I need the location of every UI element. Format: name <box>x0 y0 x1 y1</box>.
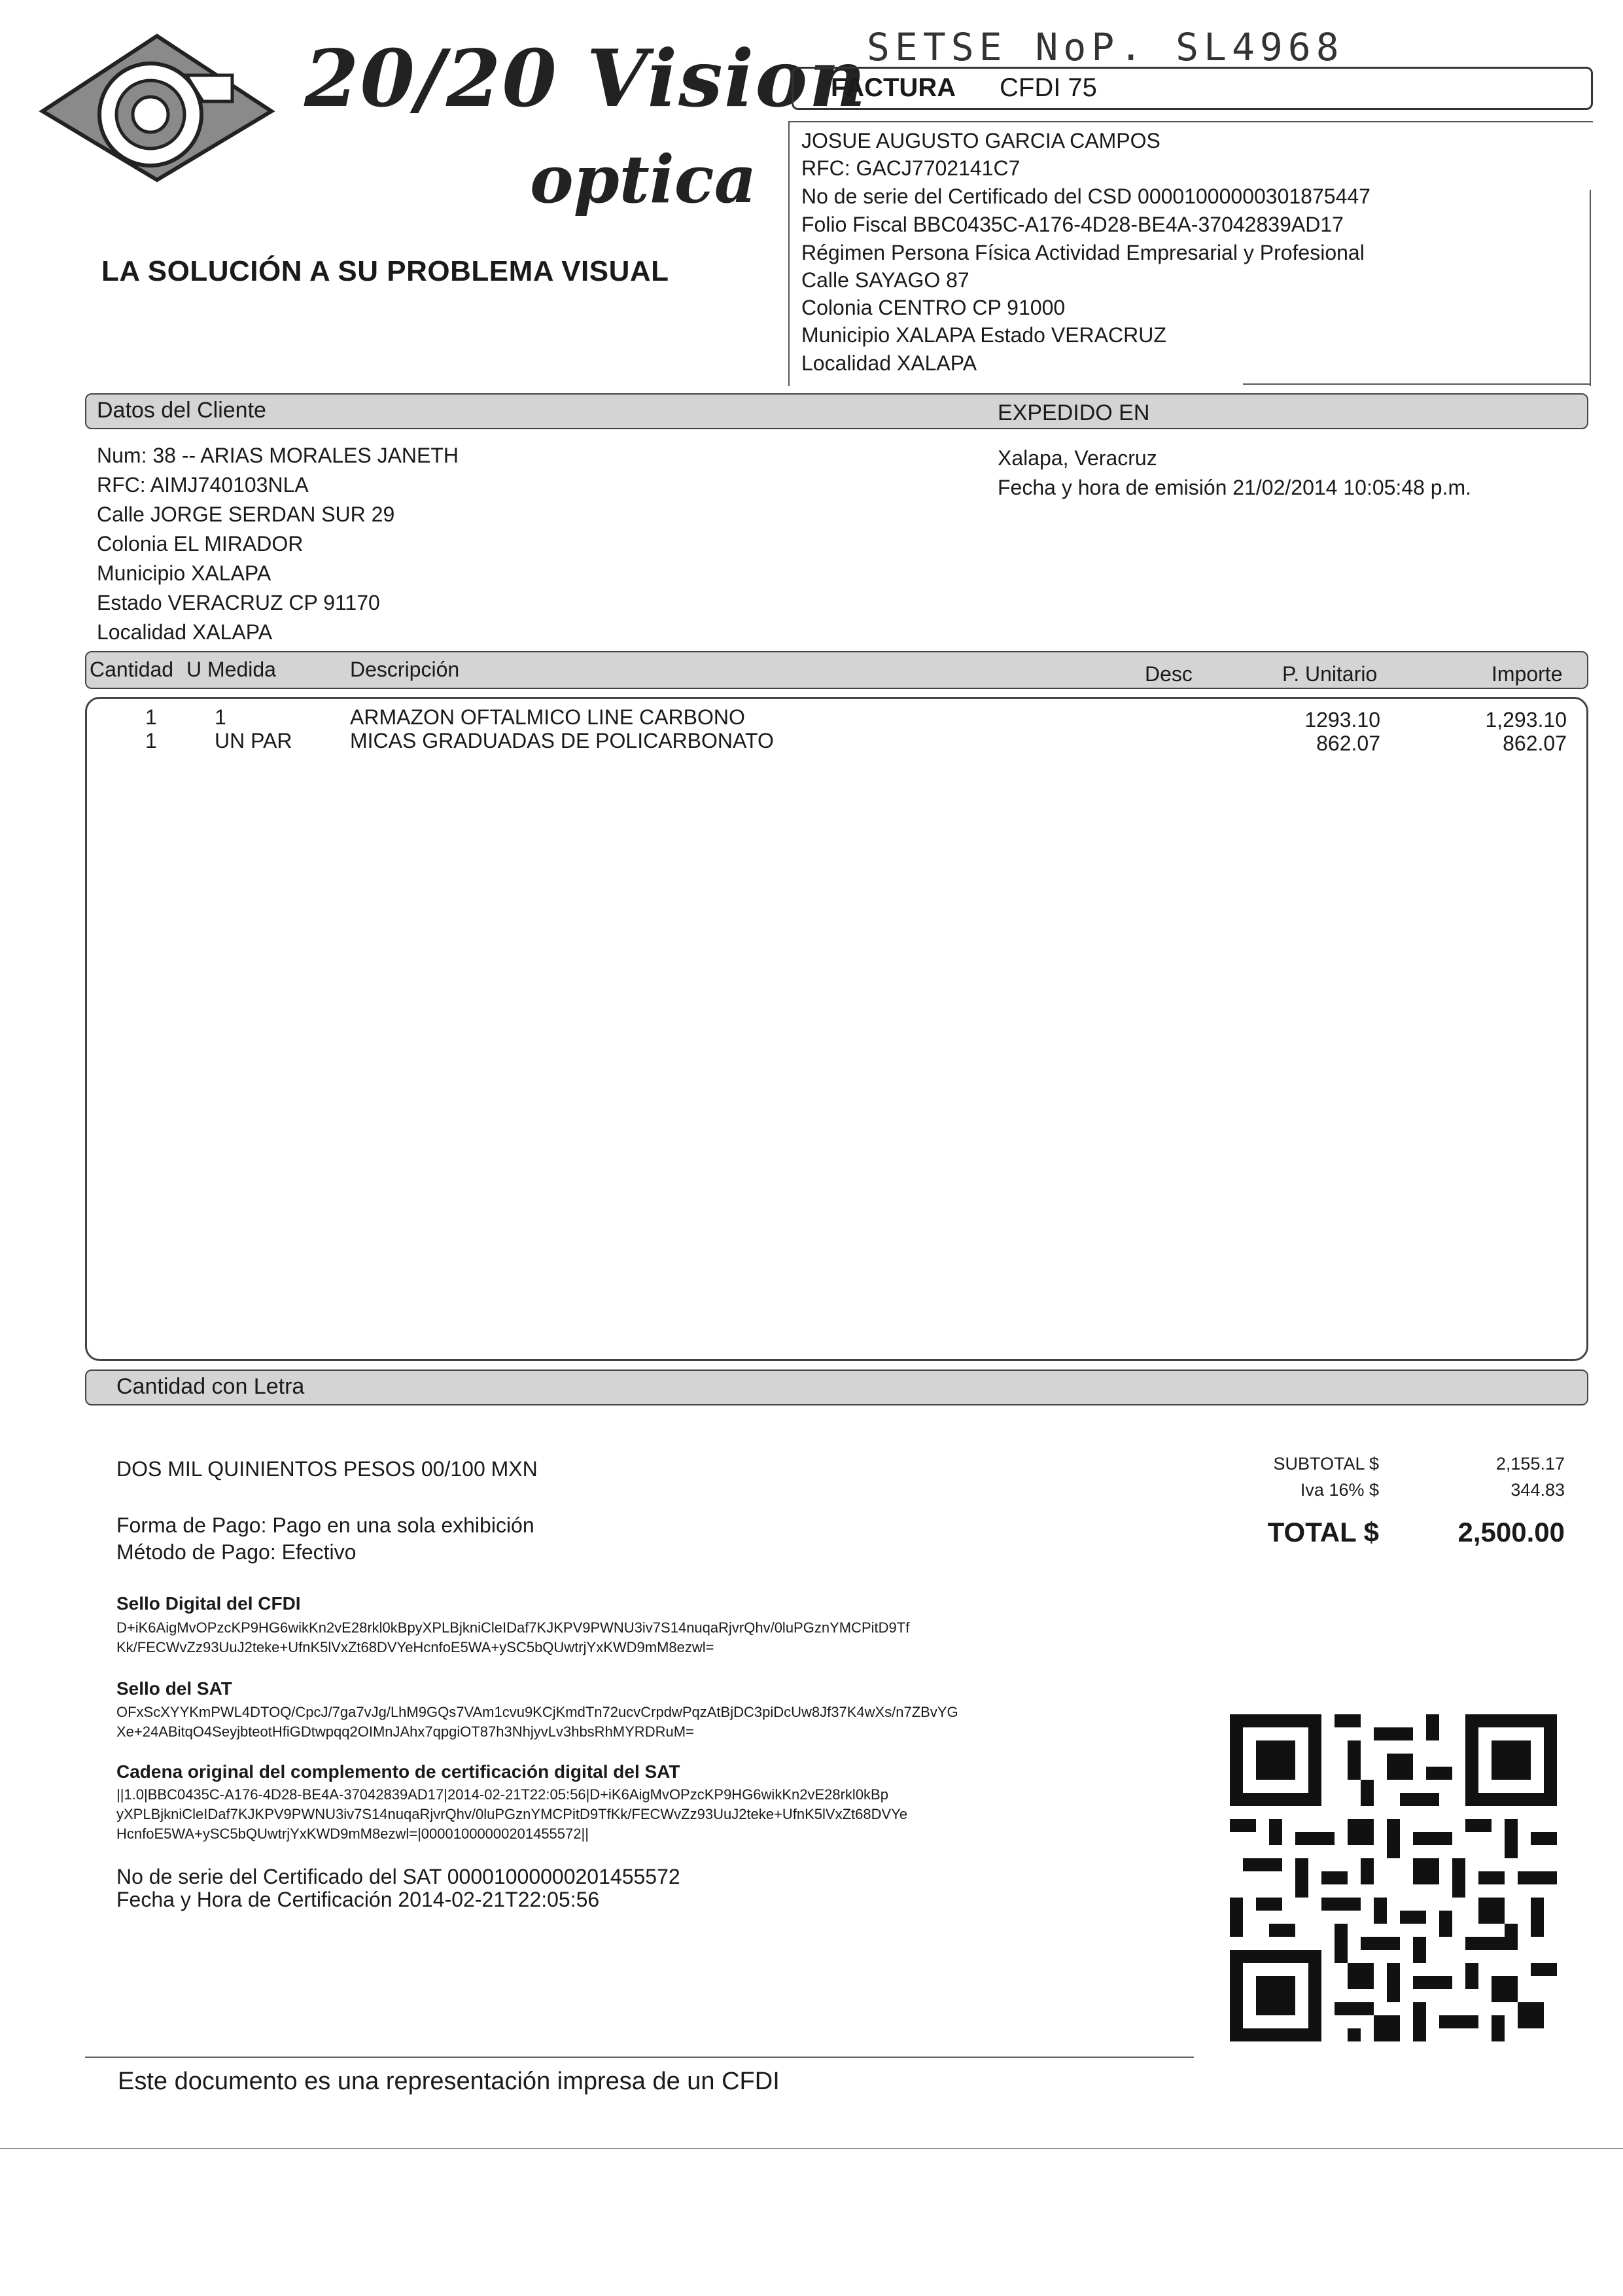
cantidad-letra-label: Cantidad con Letra <box>116 1374 305 1399</box>
cell-p-unitario: 862.07 <box>1316 732 1380 755</box>
sello-cfdi-line: D+iK6AigMvOPzcKP9HG6wikKn2vE28rkl0kBpyXPLBjkniCleIDaf7KJKPV9PWNU3iv7S14nuqaRjvrQhv/0luPGznYMCPitD9Tf <box>116 1619 910 1636</box>
cell-cantidad: 1 <box>145 705 157 729</box>
cell-descripcion: ARMAZON OFTALMICO LINE CARBONO <box>350 705 745 729</box>
cadena-line: ||1.0|BBC0435C-A176-4D28-BE4A-37042839AD17|2014-02-21T22:05:56|D+iK6AigMvOPzcKP9HG6wikKn2vE28rkl0kBp <box>116 1786 888 1803</box>
cell-importe: 1,293.10 <box>1485 708 1567 732</box>
footer-divider <box>85 2057 1194 2058</box>
cliente-num: Num: 38 -- ARIAS MORALES JANETH <box>97 444 459 467</box>
emisor-calle: Calle SAYAGO 87 <box>801 268 969 292</box>
cell-unidad: 1 <box>215 705 226 729</box>
sello-cfdi-title: Sello Digital del CFDI <box>116 1593 301 1614</box>
cliente-section-bar <box>85 393 1588 429</box>
cliente-calle: Calle JORGE SERDAN SUR 29 <box>97 503 395 526</box>
serie-certificado-sat: No de serie del Certificado del SAT 00001000000201455572 <box>116 1865 680 1888</box>
total-label: TOTAL $ <box>1267 1517 1379 1547</box>
factura-title: FACTURA <box>831 73 956 102</box>
cell-cantidad: 1 <box>145 729 157 752</box>
cadena-line: HcnfoE5WA+ySC5bQUwtrjYxKWD9mM8ezwl=|00001000000201455572|| <box>116 1826 589 1842</box>
total-value: 2,500.00 <box>1457 1517 1565 1547</box>
cliente-estado-cp: Estado VERACRUZ CP 91170 <box>97 591 380 614</box>
brand-name: 20/20 Vision <box>304 33 867 125</box>
sello-sat-line: Xe+24ABitqO4SeyjbteotHfiGDtwpqq2OIMnJAhx7qpgiOT87h3NhjyvLv3hbsRhMYRDRuM= <box>116 1723 694 1740</box>
handwritten-note: SETSE NoP. SL4968 <box>867 25 1344 69</box>
cliente-colonia: Colonia EL MIRADOR <box>97 532 304 556</box>
cliente-localidad: Localidad XALAPA <box>97 620 273 644</box>
cliente-rfc: RFC: AIMJ740103NLA <box>97 473 309 497</box>
emisor-colonia: Colonia CENTRO CP 91000 <box>801 296 1066 319</box>
emisor-serie-csd: No de serie del Certificado del CSD 00001000000301875447 <box>801 185 1370 208</box>
eye-logo-icon <box>36 26 278 183</box>
brand-slogan: LA SOLUCIÓN A SU PROBLEMA VISUAL <box>101 255 669 287</box>
column-header-unidad: U Medida <box>186 658 276 681</box>
column-header-cantidad: Cantidad <box>90 658 174 681</box>
column-header-desc: Desc <box>1145 662 1193 686</box>
iva-label: Iva 16% $ <box>1300 1480 1379 1500</box>
fecha-certificacion: Fecha y Hora de Certificación 2014-02-21T22:05:56 <box>116 1888 600 1911</box>
emisor-localidad: Localidad XALAPA <box>801 351 977 375</box>
qr-code-icon <box>1230 1714 1557 2041</box>
expedido-fecha: Fecha y hora de emisión 21/02/2014 10:05:48 p.m. <box>998 476 1472 499</box>
cell-unidad: UN PAR <box>215 729 292 752</box>
items-table-body <box>85 697 1588 1361</box>
cadena-line: yXPLBjkniCleIDaf7KJKPV9PWNU3iv7S14nuqaRjvrQhv/0luPGznYMCPitD9TfKk/FECWvZz93UuJ2teke+UfnK5lVxZt68DVYe <box>116 1806 908 1822</box>
cantidad-letra-texto: DOS MIL QUINIENTOS PESOS 00/100 MXN <box>116 1457 538 1481</box>
cliente-section-label: Datos del Cliente <box>97 398 266 423</box>
cell-importe: 862.07 <box>1503 732 1567 755</box>
forma-de-pago: Forma de Pago: Pago en una sola exhibición <box>116 1513 534 1537</box>
iva-value: 344.83 <box>1510 1480 1565 1500</box>
subtotal-value: 2,155.17 <box>1495 1454 1565 1474</box>
subtotal-label: SUBTOTAL $ <box>1273 1454 1379 1474</box>
cantidad-letra-bar <box>85 1369 1588 1405</box>
cliente-municipio: Municipio XALAPA <box>97 561 271 585</box>
footer-note: Este documento es una representación impresa de un CFDI <box>118 2068 780 2095</box>
cell-p-unitario: 1293.10 <box>1304 708 1380 732</box>
sello-cfdi-line: Kk/FECWvZz93UuJ2teke+UfnK5lVxZt68DVYeHcnfoE5WA+ySC5bQUwtrjYxKWD9mM8ezwl= <box>116 1639 714 1655</box>
sello-sat-line: OFxScXYYKmPWL4DTOQ/CpcJ/7ga7vJg/LhM9GQs7VAm1cvu9KCjKmdTn72ucvCrpdwPqzAtBjDC3piDcUw8Jf37K4wXs/n7ZBvYG <box>116 1704 958 1720</box>
metodo-de-pago: Método de Pago: Efectivo <box>116 1540 357 1564</box>
column-header-p-unitario: P. Unitario <box>1282 662 1378 686</box>
sello-sat-title: Sello del SAT <box>116 1678 232 1699</box>
brand-subname: optica <box>530 141 757 218</box>
emisor-municipio: Municipio XALAPA Estado VERACRUZ <box>801 323 1166 347</box>
emisor-nombre: JOSUE AUGUSTO GARCIA CAMPOS <box>801 129 1161 152</box>
page-edge-divider <box>0 2148 1623 2149</box>
cadena-title: Cadena original del complemento de certificación digital del SAT <box>116 1761 680 1782</box>
emisor-box-right-border <box>1590 190 1591 386</box>
cell-descripcion: MICAS GRADUADAS DE POLICARBONATO <box>350 729 774 752</box>
emisor-rfc: RFC: GACJ7702141C7 <box>801 156 1021 180</box>
cfdi-number: CFDI 75 <box>1000 73 1097 102</box>
emisor-box-bottom-border <box>1243 383 1591 385</box>
emisor-regimen: Régimen Persona Física Actividad Empresarial y Profesional <box>801 241 1365 264</box>
column-header-descripcion: Descripción <box>350 658 460 681</box>
expedido-section-label: EXPEDIDO EN <box>998 400 1150 425</box>
emisor-folio-fiscal: Folio Fiscal BBC0435C-A176-4D28-BE4A-37042839AD17 <box>801 213 1344 236</box>
expedido-lugar: Xalapa, Veracruz <box>998 446 1157 470</box>
column-header-importe: Importe <box>1492 662 1563 686</box>
